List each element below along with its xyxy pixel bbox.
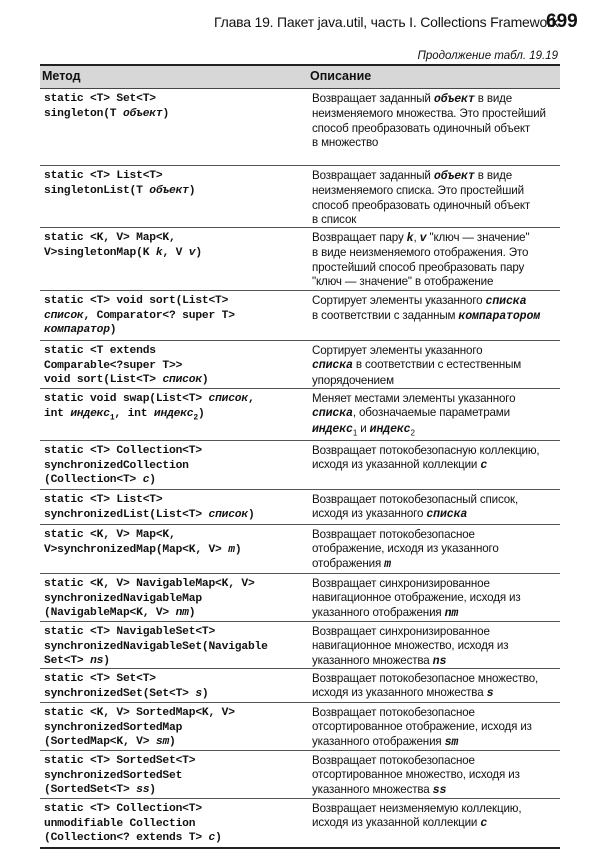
table-row <box>40 751 560 799</box>
method-cell: static <T extends Comparable<?super T>> void sort(List<T> список) <box>44 345 209 386</box>
description-cell: Сортирует элементы указанного списка в соответствии с заданным компаратором <box>312 294 541 324</box>
description-cell: Возвращает заданный объект в виде неизменяемого множества. Это простейший способ преобразовать одиночный объект в множество <box>312 92 546 149</box>
description-cell: Сортирует элементы указанного списка в соответствии с естественным упорядочением <box>312 344 522 387</box>
method-cell: static <T> SortedSet<T> synchronizedSortedSet (SortedSet<T> ss) <box>44 755 196 796</box>
description-cell: Возвращает синхронизированное навигационное множество, исходя из указанного множества ns <box>312 625 509 668</box>
table-row <box>40 341 560 389</box>
description-cell: Возвращает синхронизированное навигационное отображение, исходя из указанного отображения nm <box>312 577 521 620</box>
method-cell: static <K, V> Map<K, V>singletonMap(K k, V v) <box>44 232 202 259</box>
table-row <box>40 228 560 291</box>
table-row <box>40 441 560 490</box>
table-row <box>40 291 560 341</box>
table-continuation-note: Продолжение табл. 19.19 <box>417 50 558 62</box>
description-cell: Меняет местами элементы указанного списка, обозначаемые параметрами индекс$_1$ и индекс$_2$ <box>312 392 516 437</box>
description-cell: Возвращает потокобезопасное отображение, исходя из указанного отображения m <box>312 528 499 571</box>
description-cell: Возвращает потокобезопасный список, исходя из указанного списка <box>312 493 519 522</box>
column-header-description: Описание <box>310 69 372 83</box>
description-cell: Возвращает потокобезопасное множество, исходя из указанного множества s <box>312 672 539 701</box>
description-cell: Возвращает потокобезопасное отсортированное множество, исходя из указанного множества ss <box>312 754 520 797</box>
method-cell: static <T> Collection<T> synchronizedCollection (Collection<T> c) <box>44 445 202 486</box>
description-cell: Возвращает заданный объект в виде неизменяемого списка. Это простейший способ преобразовать одиночный объект в список <box>312 169 531 226</box>
table-row <box>40 525 560 574</box>
description-cell: Возвращает неизменяемую коллекцию, исходя из указанной коллекции c <box>312 802 522 831</box>
table-row <box>40 389 560 441</box>
table-row <box>40 622 560 669</box>
description-cell: Возвращает пару k, v "ключ — значение" в виде неизменяемого отображения. Это простейший способ преобразовать пару "ключ — значение" в отображение <box>312 231 530 288</box>
column-header-method: Метод <box>42 69 81 83</box>
method-cell: static <T> Set<T> synchronizedSet(Set<T> s) <box>44 673 209 700</box>
method-cell: static <T> void sort(List<T> список, Comparator<? super T> компаратор) <box>44 295 235 336</box>
table-row <box>40 166 560 228</box>
running-header <box>0 11 600 36</box>
table-row <box>40 799 560 849</box>
table-row <box>40 89 560 166</box>
method-cell: static <T> NavigableSet<T> synchronizedNavigableSet(Navigable Set<T> ns) <box>44 626 268 667</box>
method-cell: static void swap(List<T> список, int индекс$_1$, int индекс$_2$) <box>44 393 255 422</box>
method-cell: static <T> List<T> singletonList(T объект) <box>44 170 196 197</box>
table-header <box>40 64 560 89</box>
methods-table <box>40 64 560 849</box>
method-cell: static <T> Set<T> singleton(T объект) <box>44 93 170 120</box>
method-cell: static <K, V> Map<K, V>synchronizedMap(Map<K, V> m) <box>44 529 242 556</box>
method-cell: static <K, V> SortedMap<K, V> synchronizedSortedMap (SortedMap<K, V> sm) <box>44 707 235 748</box>
table-row <box>40 669 560 703</box>
table-row <box>40 703 560 751</box>
description-cell: Возвращает потокобезопасную коллекцию, исходя из указанной коллекции c <box>312 444 540 473</box>
table-row <box>40 490 560 525</box>
method-cell: static <K, V> NavigableMap<K, V> synchronizedNavigableMap (NavigableMap<K, V> nm) <box>44 578 255 619</box>
page-number: 699 <box>546 11 578 32</box>
method-cell: static <T> List<T> synchronizedList(List<T> список) <box>44 494 255 521</box>
method-cell: static <T> Collection<T> unmodifiable Collection (Collection<? extends T> c) <box>44 803 222 844</box>
description-cell: Возвращает потокобезопасное отсортированное отображение, исходя из указанного отображения sm <box>312 706 532 749</box>
chapter-title: Глава 19. Пакет java.util, часть I. Collections Framework <box>214 14 559 30</box>
table-row <box>40 574 560 622</box>
